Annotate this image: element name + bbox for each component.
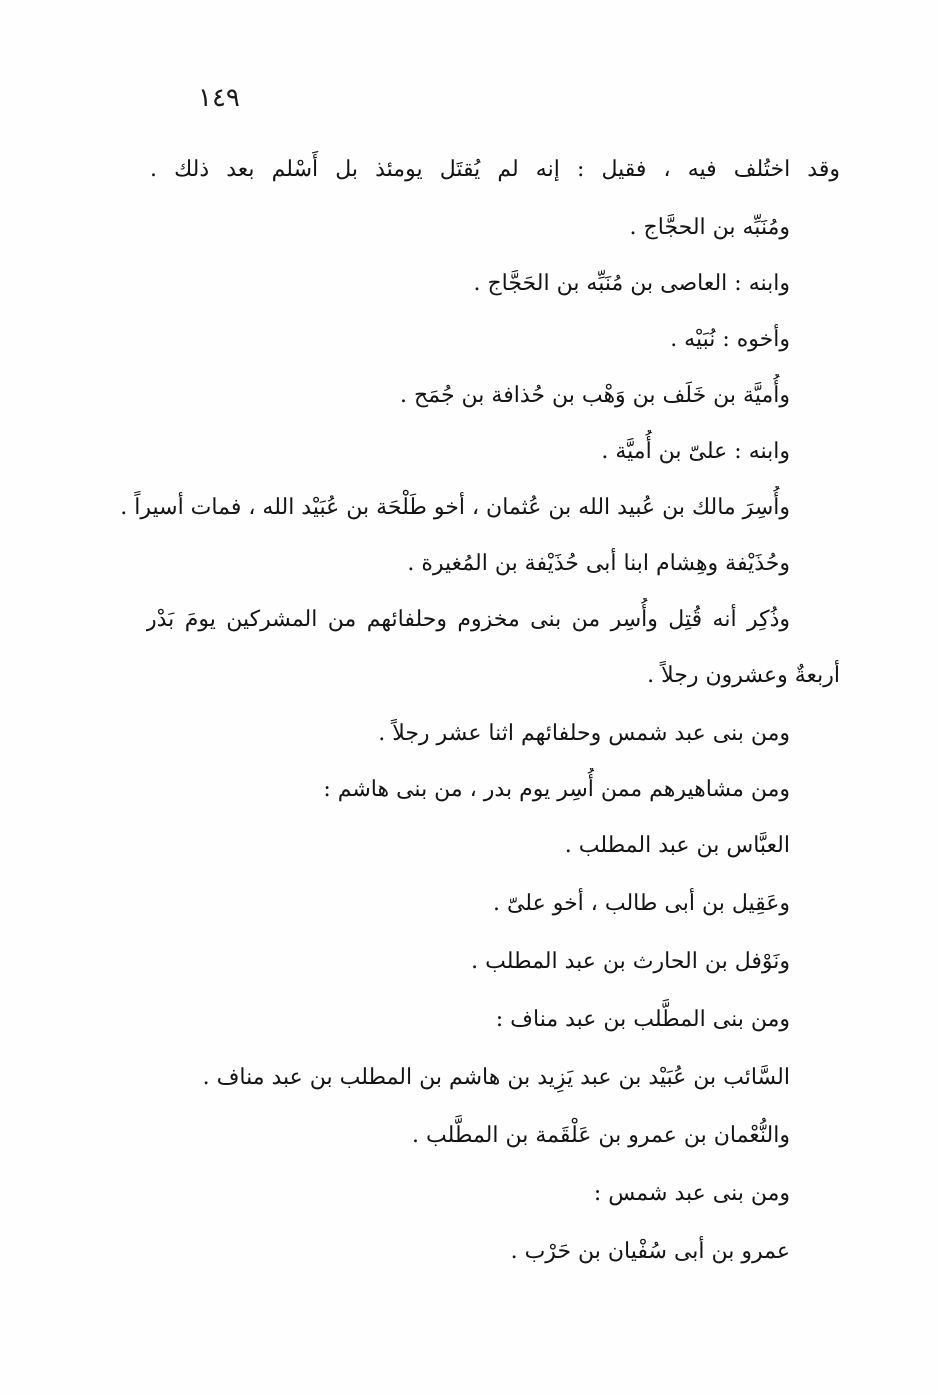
text-line: وابنه : العاصى بن مُنَبِّه بن الحَجَّاج . [473,271,790,296]
text-line: وذُكِر أنه قُتِل وأُسِر من بنى مخزوم وحلفائهم من المشركين يومَ بَدْر [146,607,790,632]
text-line: ومن بنى عبد شمس : [593,1181,790,1206]
text-line: والنُّعْمان بن عمرو بن عَلْقَمة بن المطَّلب . [412,1123,790,1148]
text-line: ومن بنى المطَّلب بن عبد مناف : [495,1007,790,1032]
text-line: وأُميَّة بن خَلَف بن وَهْب بن حُذافة بن جُمَح . [400,383,790,408]
text-line: وعَقِيل بن أبى طالب ، أخو علىّ . [492,891,790,916]
text-line: وحُذَيْفة وهِشام ابنا أبى حُذَيْفة بن المُغيرة . [407,551,790,576]
page-number: ١٤٩ [198,83,240,113]
text-line: السَّائب بن عُبَيْد بن عبد يَزِيد بن هاشم بن المطلب بن عبد مناف . [202,1065,790,1090]
text-line: وقد اختُلف فيه ، فقيل : إنه لم يُقتَل يومئذ بل أَسْلم بعد ذلك . [150,157,840,182]
text-line: ومن بنى عبد شمس وحلفائهم اثنا عشر رجلاً . [378,721,790,746]
text-line: ونَوْفل بن الحارث بن عبد المطلب . [471,949,790,974]
text-line: ومن مشاهيرهم ممن أُسِر يوم بدر ، من بنى هاشم : [323,777,790,802]
text-line: وأخوه : نُبَيْه . [670,327,790,352]
text-line: وأُسِرَ مالك بن عُبيد الله بن عُثمان ، أخو طَلْحَة بن عُبَيْد الله ، فمات أسيراً . [120,495,790,520]
text-line: وابنه : علىّ بن أُميَّة . [601,439,790,464]
text-line: العبَّاس بن عبد المطلب . [564,833,790,858]
text-line: عمرو بن أبى سُفْيان بن حَرْب . [510,1239,790,1264]
text-line: أربعةٌ وعشرون رجلاً . [647,663,840,688]
text-line: ومُنَبِّه بن الحجَّاج . [629,215,790,240]
